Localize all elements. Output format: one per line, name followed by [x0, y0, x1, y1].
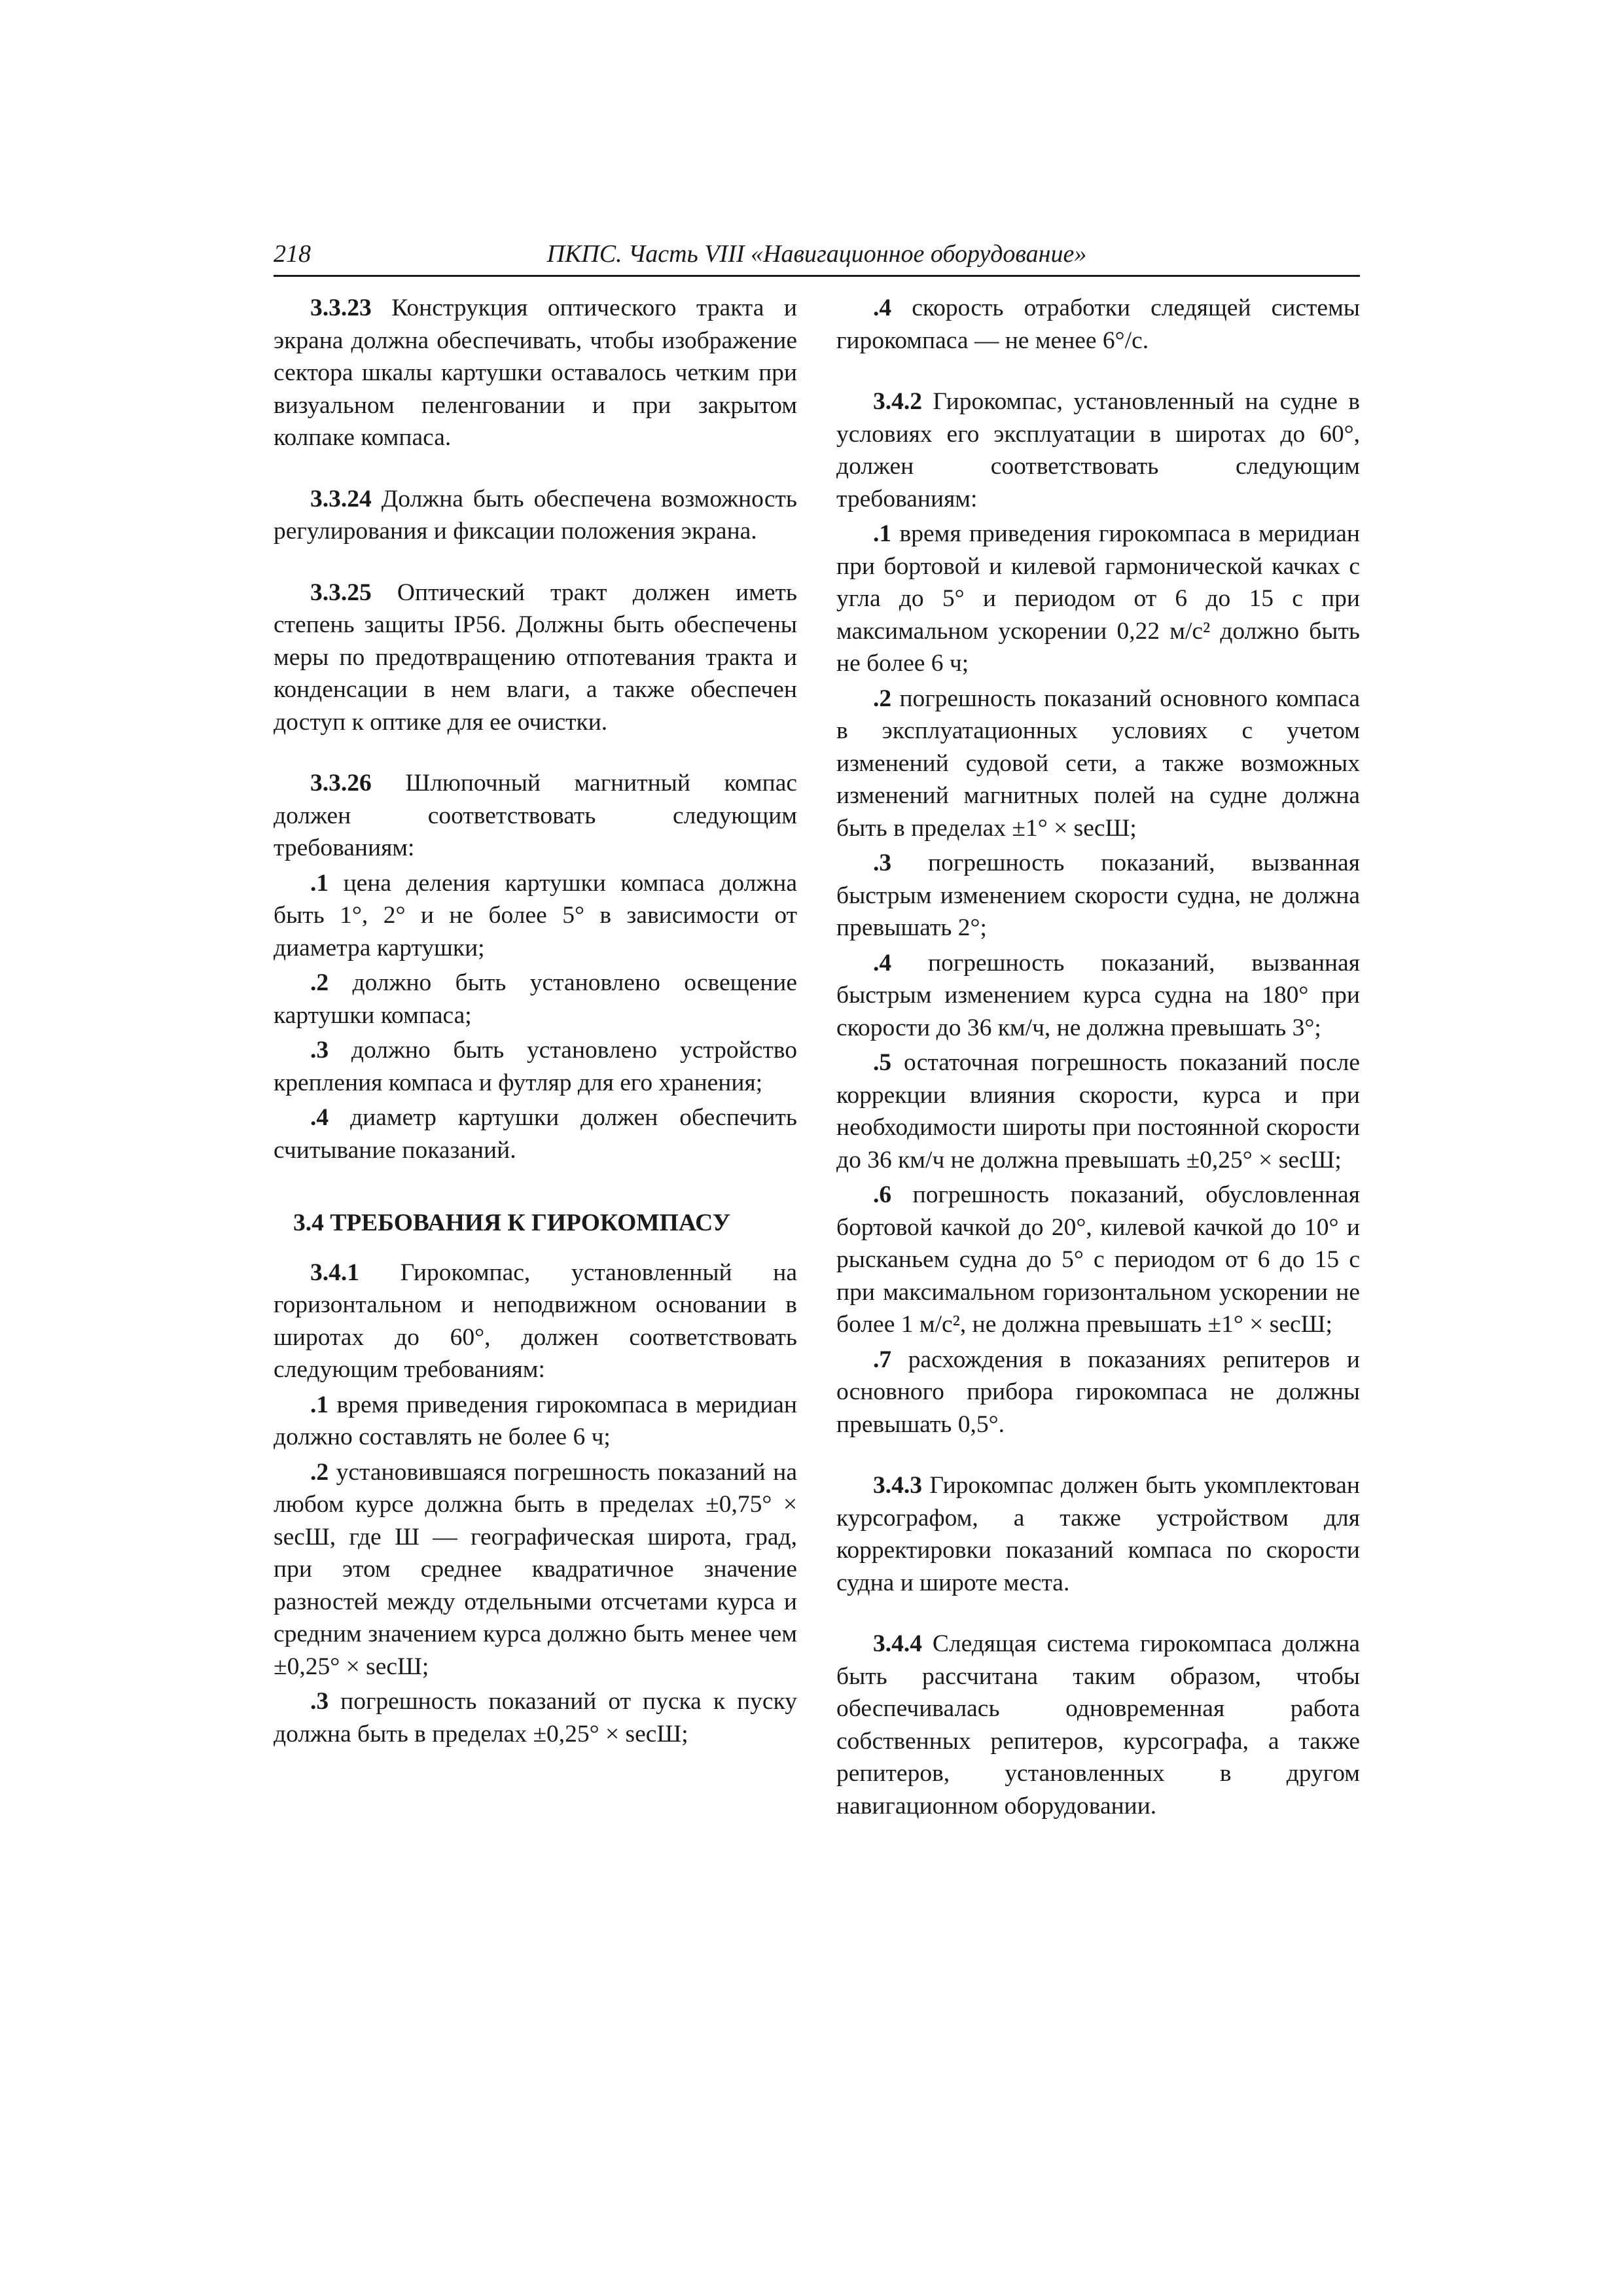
- clause-3-3-24: [274, 483, 797, 548]
- item-number: .2: [310, 969, 329, 996]
- running-title: ПКПС. Часть VIII «Навигационное оборудование»: [546, 240, 1087, 268]
- clause-number: 3.3.26: [310, 770, 372, 797]
- item-number: .2: [873, 685, 892, 712]
- list-item: [836, 847, 1360, 944]
- list-item: [274, 1456, 797, 1683]
- item-text: установившаяся погрешность показаний на любом курсе должна быть в пределах ±0,75° × secШ, где Ш — географическая широта, град, при этом среднее квадратичное значение разностей между отдельными отсчетами курса и средним значением курса должно быть менее чем ±0,25° × secШ;: [274, 1458, 797, 1680]
- right-column: [836, 292, 1360, 1822]
- item-number: .1: [310, 869, 329, 897]
- clause-number: 3.3.23: [310, 295, 372, 321]
- list-item: [274, 1102, 797, 1166]
- left-column: [274, 292, 797, 1750]
- section-heading: 3.4 ТРЕБОВАНИЯ К ГИРОКОМПАСУ: [293, 1210, 731, 1236]
- item-text: должно быть установлено устройство крепления компаса и футляр для его хранения;: [274, 1037, 797, 1096]
- clause-number: 3.4.3: [873, 1472, 922, 1499]
- item-text: цена деления картушки компаса должна быть 1°, 2° и не более 5° в зависимости от диаметра картушки;: [274, 869, 797, 961]
- item-number: .6: [873, 1181, 892, 1208]
- clause-text: Гирокомпас, установленный на судне в условиях его эксплуатации в широтах до 60°, должен соответствовать следующим требованиям:: [836, 388, 1360, 512]
- list-item: [836, 1047, 1360, 1176]
- item-number: .1: [873, 520, 892, 547]
- list-item: [274, 867, 797, 965]
- item-number: .3: [310, 1037, 329, 1064]
- list-item: [274, 1685, 797, 1750]
- clause-3-3-25: [274, 577, 797, 739]
- list-item: [836, 1179, 1360, 1341]
- clause-text: Должна быть обеспечена возможность регулирования и фиксации положения экрана.: [274, 485, 797, 545]
- item-number: .3: [310, 1688, 329, 1715]
- item-text: погрешность показаний, вызванная быстрым изменением курса судна на 180° при скорости до 36 км/ч, не должна превышать 3°;: [836, 949, 1360, 1041]
- clause-3-4-1: [274, 1257, 797, 1386]
- item-text: остаточная погрешность показаний после коррекции влияния скорости, курса и при необходимости широты при постоянной скорости до 36 км/ч не должна превышать ±0,25° × secШ;: [836, 1049, 1360, 1174]
- item-text: погрешность показаний, вызванная быстрым изменением скорости судна, не должна превышать 2°;: [836, 850, 1360, 941]
- clause-text: Оптический тракт должен иметь степень защиты IP56. Должны быть обеспечены меры по предотвращению отпотевания тракта и конденсации в нем влаги, а также обеспечен доступ к оптике для ее очистки.: [274, 579, 797, 736]
- clause-number: 3.4.2: [873, 388, 922, 415]
- item-number: .2: [310, 1458, 329, 1486]
- list-item: [274, 1389, 797, 1454]
- page-header: [274, 237, 1360, 277]
- item-number: .4: [873, 949, 892, 977]
- item-text: погрешность показаний, обусловленная бортовой качкой до 20°, килевой качкой до 10° и рысканьем судна до 5° с периодом от 6 до 15 с при максимальном горизонтальном ускорении не более 1 м/с², не должна превышать ±1° × secШ;: [836, 1181, 1360, 1338]
- clause-text: Следящая система гирокомпаса должна быть рассчитана таким образом, чтобы обеспечивалась одновременная работа собственных репитеров, курсографа, а также репитеров, установленных в другом навигационном оборудовании.: [836, 1630, 1360, 1820]
- list-item: [274, 967, 797, 1031]
- list-item: [836, 947, 1360, 1045]
- item-text: должно быть установлено освещение картушки компаса;: [274, 969, 797, 1029]
- list-item: [836, 1344, 1360, 1441]
- clause-number: 3.3.24: [310, 485, 372, 512]
- page-number: 218: [274, 240, 311, 268]
- clause-3-3-23: [274, 292, 797, 454]
- clause-number: 3.4.1: [310, 1259, 359, 1286]
- list-item: [836, 292, 1360, 357]
- item-text: расхождения в показаниях репитеров и основного прибора гирокомпаса не должны превышать 0,5°.: [836, 1346, 1360, 1438]
- item-text: погрешность показаний от пуска к пуску должна быть в пределах ±0,25° × secШ;: [274, 1688, 797, 1748]
- item-text: скорость отработки следящей системы гирокомпаса — не менее 6°/с.: [836, 295, 1360, 354]
- clause-number: 3.3.25: [310, 579, 372, 606]
- item-number: .5: [873, 1049, 892, 1076]
- clause-3-4-4: [836, 1628, 1360, 1822]
- list-item: [836, 683, 1360, 845]
- clause-text: Гирокомпас, установленный на горизонтальном и неподвижном основании в широтах до 60°, должен соответствовать следующим требованиям:: [274, 1259, 797, 1383]
- item-number: .4: [310, 1104, 329, 1131]
- item-text: время приведения гирокомпаса в меридиан должно составлять не более 6 ч;: [274, 1391, 797, 1450]
- clause-text: Шлюпочный магнитный компас должен соответствовать следующим требованиям:: [274, 770, 797, 861]
- clause-3-4-2: [836, 386, 1360, 515]
- item-text: погрешность показаний основного компаса в эксплуатационных условиях с учетом изменений судовой сети, а также возможных изменений магнитных полей на судне должна быть в пределах ±1° × secШ;: [836, 685, 1360, 842]
- clause-3-4-3: [836, 1469, 1360, 1599]
- list-item: [274, 1034, 797, 1099]
- clause-number: 3.4.4: [873, 1630, 922, 1657]
- item-number: .7: [873, 1346, 892, 1373]
- item-text: время приведения гирокомпаса в меридиан при бортовой и килевой гармонической качках с угла до 5° и периодом от 6 до 15 с при максимальном ускорении 0,22 м/с² должно быть не более 6 ч;: [836, 520, 1360, 677]
- item-number: .3: [873, 850, 892, 876]
- list-item: [836, 518, 1360, 680]
- clause-text: Гирокомпас должен быть укомплектован курсографом, а также устройством для корректировки показаний компаса по скорости судна и широте места.: [836, 1472, 1360, 1596]
- item-text: диаметр картушки должен обеспечить считывание показаний.: [274, 1104, 797, 1164]
- item-number: .1: [310, 1391, 329, 1418]
- clause-text: Конструкция оптического тракта и экрана должна обеспечивать, чтобы изображение сектора шкалы картушки оставалось четким при визуальном пеленговании и при закрытом колпаке компаса.: [274, 295, 797, 451]
- item-number: .4: [873, 295, 892, 321]
- clause-3-3-26: [274, 767, 797, 865]
